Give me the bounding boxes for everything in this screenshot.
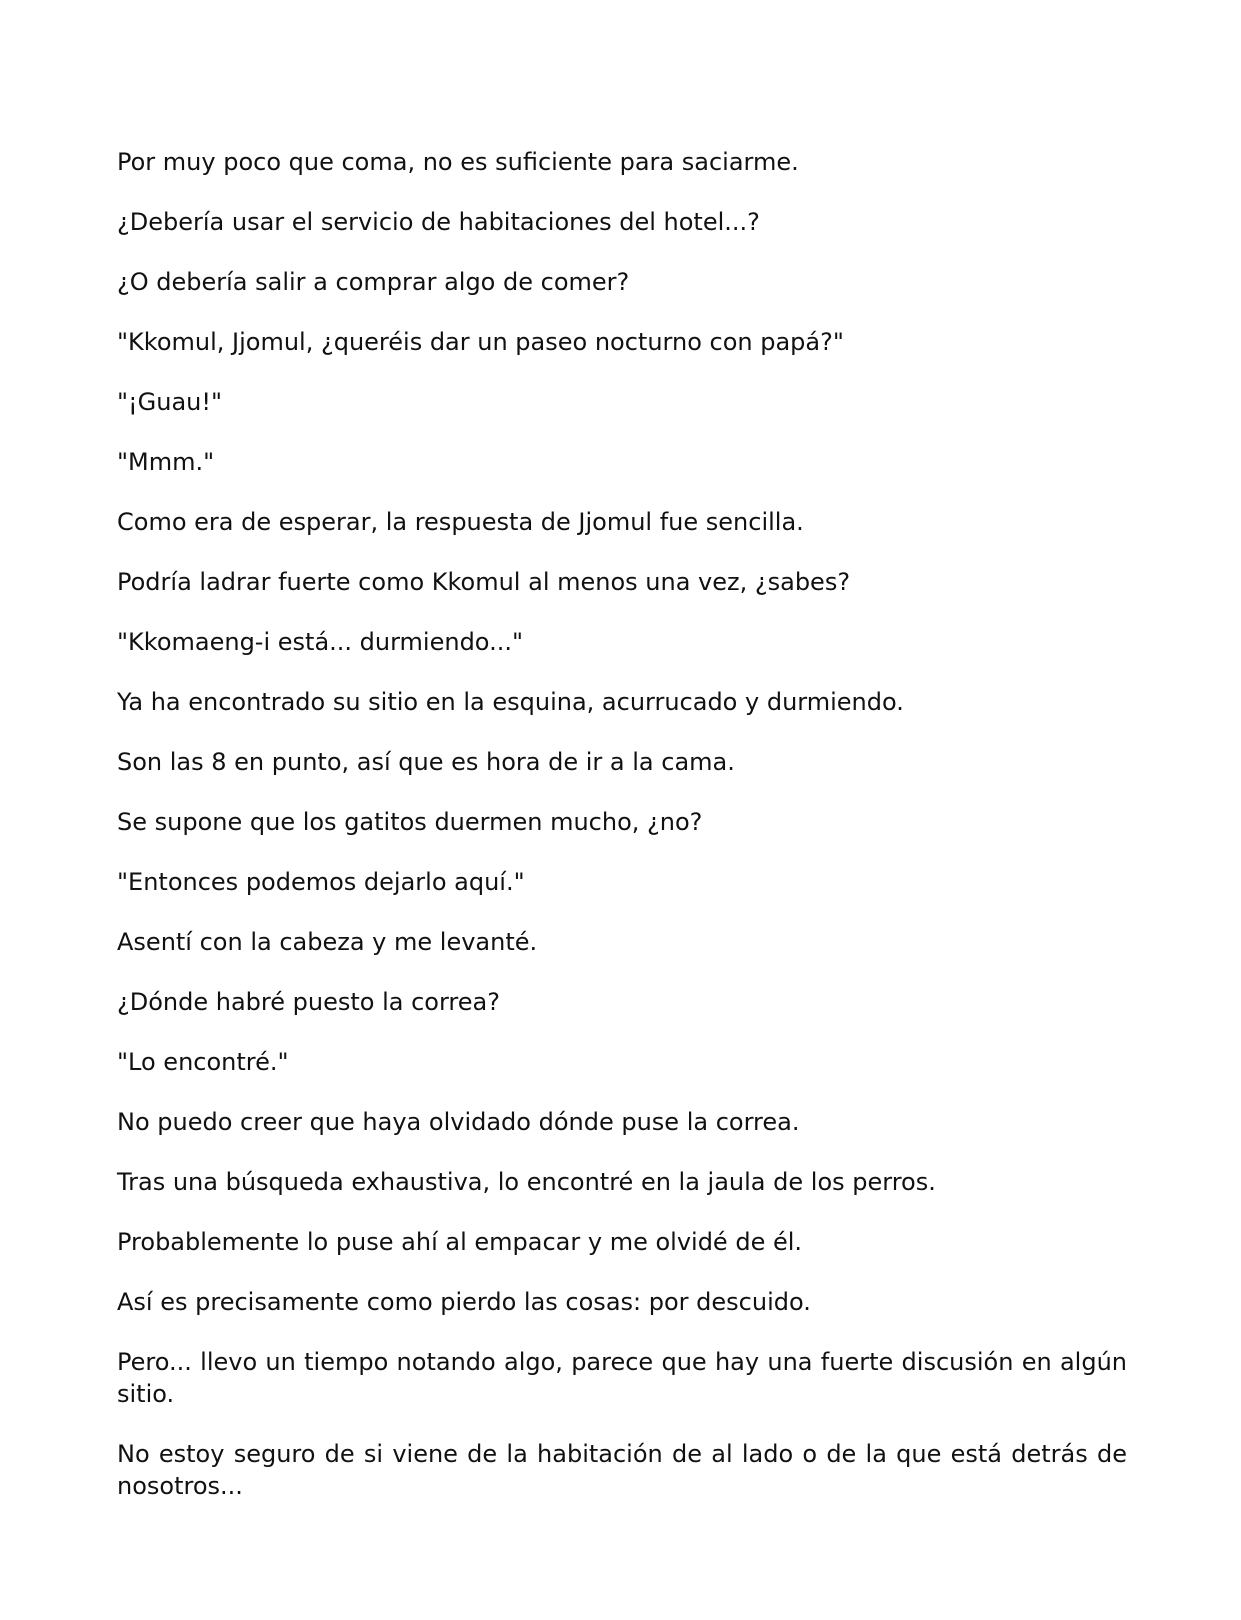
paragraph-8: Podría ladrar fuerte como Kkomul al menos una vez, ¿sabes? — [117, 568, 851, 596]
paragraph-19: Probablemente lo puse ahí al empacar y me olvidé de él. — [117, 1228, 803, 1256]
paragraph-9: "Kkomaeng-i está... durmiendo..." — [117, 628, 523, 656]
paragraph-12: Se supone que los gatitos duermen mucho, ¿no? — [117, 808, 703, 836]
paragraph-4: "Kkomul, Jjomul, ¿queréis dar un paseo nocturno con papá?" — [117, 328, 844, 356]
paragraph-17: No puedo creer que haya olvidado dónde puse la correa. — [117, 1108, 800, 1136]
paragraph-15: ¿Dónde habré puesto la correa? — [117, 988, 500, 1016]
paragraph-14: Asentí con la cabeza y me levanté. — [117, 928, 538, 956]
paragraph-16: "Lo encontré." — [117, 1048, 289, 1076]
paragraph-5: "¡Guau!" — [117, 388, 223, 416]
paragraph-6: "Mmm." — [117, 448, 215, 476]
paragraph-3: ¿O debería salir a comprar algo de comer? — [117, 268, 630, 296]
paragraph-20: Así es precisamente como pierdo las cosas: por descuido. — [117, 1288, 811, 1316]
paragraph-13: "Entonces podemos dejarlo aquí." — [117, 868, 525, 896]
paragraph-21: Pero... llevo un tiempo notando algo, parece que hay una fuerte discusión en algún sitio. — [117, 1348, 1127, 1408]
paragraph-7: Como era de esperar, la respuesta de Jjomul fue sencilla. — [117, 508, 804, 536]
paragraph-10: Ya ha encontrado su sitio en la esquina, acurrucado y durmiendo. — [117, 688, 904, 716]
paragraph-2: ¿Debería usar el servicio de habitaciones del hotel...? — [117, 208, 760, 236]
paragraph-22: No estoy seguro de si viene de la habitación de al lado o de la que está detrás de nosotros... — [117, 1440, 1127, 1500]
paragraph-1: Por muy poco que coma, no es suficiente para saciarme. — [117, 148, 799, 176]
document-body — [117, 146, 1127, 1530]
paragraph-18: Tras una búsqueda exhaustiva, lo encontré en la jaula de los perros. — [117, 1168, 936, 1196]
paragraph-11: Son las 8 en punto, así que es hora de ir a la cama. — [117, 748, 735, 776]
